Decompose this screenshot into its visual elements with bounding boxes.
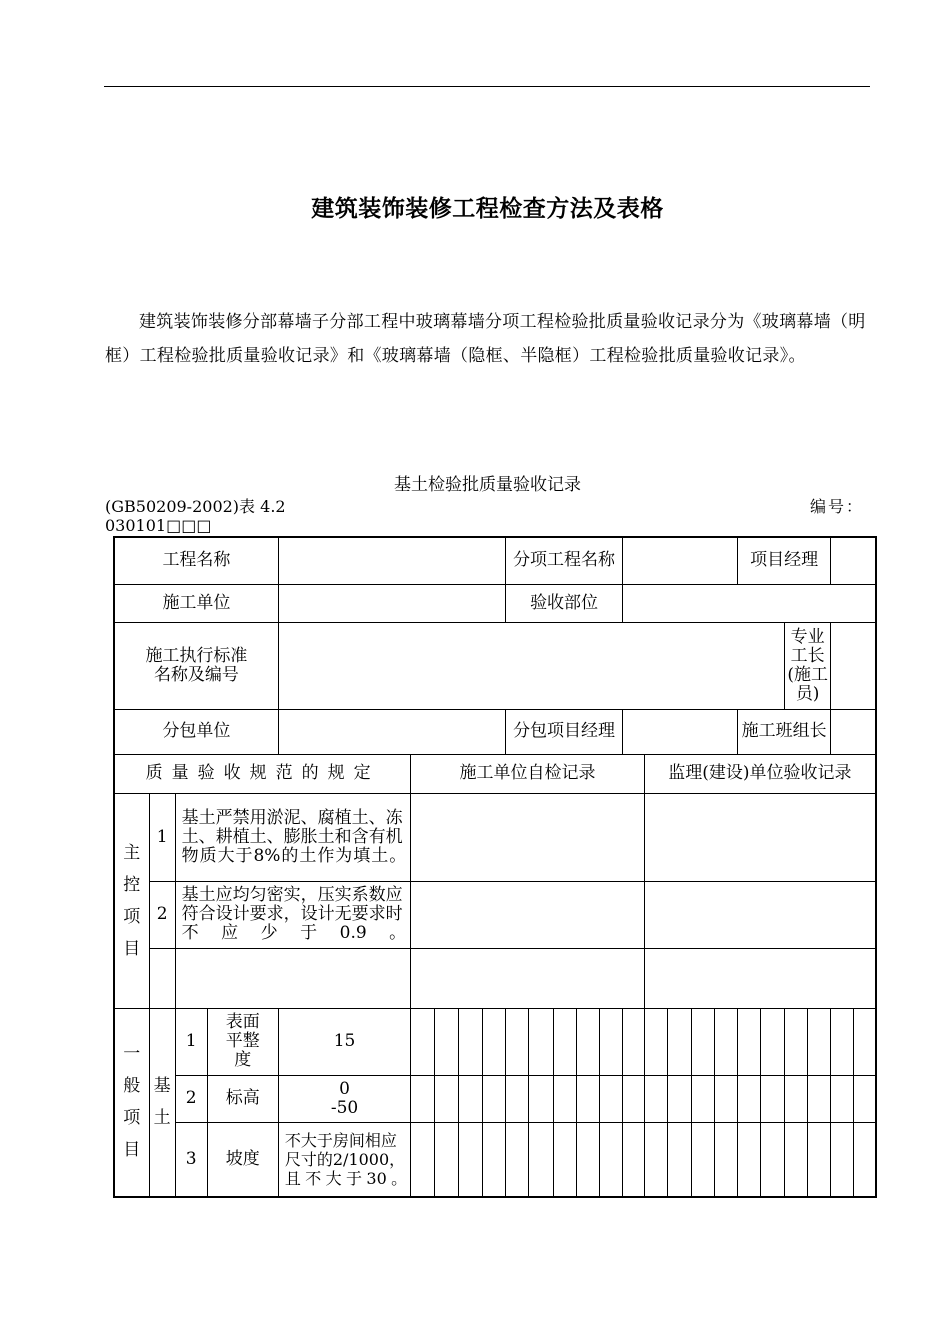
check-cell[interactable] [761,1075,785,1122]
project-name-value[interactable] [278,537,506,584]
check-cell[interactable] [714,1075,737,1122]
check-cell[interactable] [808,1075,831,1122]
group-label-char: 基 [153,1076,171,1097]
supervision-cell[interactable] [644,948,876,1008]
self-check-cell[interactable] [411,793,645,881]
sub-project-name-value[interactable] [622,537,737,584]
item-number: 1 [175,1008,207,1075]
team-leader-label: 施工班组长 [738,709,831,754]
self-check-cell[interactable] [411,948,645,1008]
item-number: 3 [175,1122,207,1197]
empty-cell [149,948,175,1008]
check-cell[interactable] [553,1075,576,1122]
check-cell[interactable] [529,1075,553,1122]
project-manager-value[interactable] [831,537,876,584]
construction-unit-value[interactable] [278,584,506,622]
general-label-char: 目 [123,1140,141,1161]
check-cell[interactable] [622,1122,644,1197]
check-cell[interactable] [483,1008,506,1075]
check-cell[interactable] [854,1122,876,1197]
check-cell[interactable] [808,1122,831,1197]
check-cell[interactable] [459,1122,483,1197]
check-cell[interactable] [529,1122,553,1197]
item-number: 2 [175,1075,207,1122]
item-tolerance: 15 [278,1008,410,1075]
check-cell[interactable] [483,1122,506,1197]
check-cell[interactable] [622,1075,644,1122]
exec-standard-line2: 名称及编号 [153,664,239,685]
main-item-text: 基土严禁用淤泥、腐植土、冻土、耕植土、膨胀土和含有机物质大于8%的土作为填土。 [175,793,411,881]
check-cell[interactable] [576,1075,599,1122]
self-check-cell[interactable] [411,881,645,948]
tolerance-upper: 0 [339,1078,350,1099]
check-cell[interactable] [506,1075,529,1122]
check-cell[interactable] [691,1008,714,1075]
supervision-cell[interactable] [644,793,876,881]
form-title: 基土检验批质量验收记录 [394,475,581,495]
check-cell[interactable] [785,1122,808,1197]
check-cell[interactable] [691,1075,714,1122]
project-name-label: 工程名称 [114,537,278,584]
check-cell[interactable] [576,1008,599,1075]
spec-column-header: 质量验收规范的规定 [114,754,411,793]
check-cell[interactable] [483,1075,506,1122]
check-cell[interactable] [785,1075,808,1122]
check-cell[interactable] [644,1008,667,1075]
general-items-label [114,1008,149,1197]
check-cell[interactable] [761,1008,785,1075]
exec-standard-label [114,622,278,709]
check-cell[interactable] [854,1075,876,1122]
main-control-char: 项 [123,906,141,927]
acceptance-part-label: 验收部位 [506,584,622,622]
check-cell[interactable] [411,1008,435,1075]
item-tolerance [278,1075,410,1122]
supervision-cell[interactable] [644,881,876,948]
item-number: 2 [149,881,175,948]
base-soil-group-label [149,1008,175,1197]
check-cell[interactable] [831,1008,854,1075]
general-label-char: 一 [123,1044,141,1065]
self-check-column-header: 施工单位自检记录 [411,754,645,793]
project-manager-label: 项目经理 [738,537,831,584]
check-cell[interactable] [761,1122,785,1197]
check-cell[interactable] [738,1075,761,1122]
item-tolerance: 不大于房间相应尺寸的2/1000，且不大于30。 [278,1122,410,1197]
intro-paragraph: 建筑装饰装修分部幕墙子分部工程中玻璃幕墙分项工程检验批质量验收记录分为《玻璃幕墙（明框）工程检验批质量验收记录》和《玻璃幕墙（隐框、半隐框）工程检验批质量验收记录》。 [105,312,866,366]
acceptance-part-value[interactable] [622,584,876,622]
check-cell[interactable] [667,1122,691,1197]
foreman-label: 专业工长(施工员) [785,622,831,709]
check-cell[interactable] [435,1075,459,1122]
check-cell[interactable] [622,1008,644,1075]
exec-standard-line1: 施工执行标准 [145,645,248,666]
sub-project-name-label: 分项工程名称 [506,537,622,584]
foreman-value[interactable] [831,622,876,709]
subcontract-unit-label: 分包单位 [114,709,278,754]
check-cell[interactable] [854,1008,876,1075]
check-cell[interactable] [667,1075,691,1122]
check-cell[interactable] [529,1008,553,1075]
main-control-char: 目 [123,938,141,959]
main-item-text: 基土应均匀密实，压实系数应符合设计要求，设计无要求时不应少于0.9。 [175,881,411,948]
subcontract-unit-value[interactable] [278,709,506,754]
header-rule [104,86,870,87]
exec-standard-value[interactable] [278,622,784,709]
form-code: 030101□□□ [105,516,212,535]
check-cell[interactable] [411,1075,435,1122]
group-label-char: 土 [153,1108,171,1129]
check-cell[interactable] [785,1008,808,1075]
check-cell[interactable] [714,1008,737,1075]
check-cell[interactable] [644,1075,667,1122]
empty-cell [175,948,411,1008]
tolerance-lower: -50 [330,1097,359,1118]
standard-ref: (GB50209-2002)表 4.2 [105,497,286,516]
main-control-char: 控 [123,874,141,895]
subcontract-manager-value[interactable] [622,709,737,754]
subcontract-manager-label: 分包项目经理 [506,709,622,754]
check-cell[interactable] [435,1122,459,1197]
item-name: 坡度 [207,1122,278,1197]
check-cell[interactable] [599,1008,622,1075]
main-control-char: 主 [123,842,141,863]
check-cell[interactable] [667,1008,691,1075]
check-cell[interactable] [831,1075,854,1122]
general-label-char: 般 [123,1076,141,1097]
document-title: 建筑装饰装修工程检查方法及表格 [311,196,664,222]
construction-unit-label: 施工单位 [114,584,278,622]
check-cell[interactable] [553,1122,576,1197]
team-leader-value[interactable] [831,709,876,754]
item-name: 表面平整度 [207,1008,278,1075]
general-label-char: 项 [123,1108,141,1129]
check-cell[interactable] [738,1008,761,1075]
item-name: 标高 [207,1075,278,1122]
check-cell[interactable] [459,1008,483,1075]
main-control-label [114,793,149,1008]
check-cell[interactable] [599,1122,622,1197]
number-label: 编号： [810,497,865,516]
check-cell[interactable] [459,1075,483,1122]
check-cell[interactable] [599,1075,622,1122]
check-cell[interactable] [576,1122,599,1197]
check-cell[interactable] [831,1122,854,1197]
check-cell[interactable] [714,1122,737,1197]
acceptance-record-table [113,536,877,1198]
check-cell[interactable] [506,1122,529,1197]
check-cell[interactable] [506,1008,529,1075]
check-cell[interactable] [644,1122,667,1197]
check-cell[interactable] [435,1008,459,1075]
supervision-column-header: 监理(建设)单位验收记录 [644,754,876,793]
item-number: 1 [149,793,175,881]
check-cell[interactable] [411,1122,435,1197]
check-cell[interactable] [553,1008,576,1075]
check-cell[interactable] [738,1122,761,1197]
check-cell[interactable] [808,1008,831,1075]
check-cell[interactable] [691,1122,714,1197]
